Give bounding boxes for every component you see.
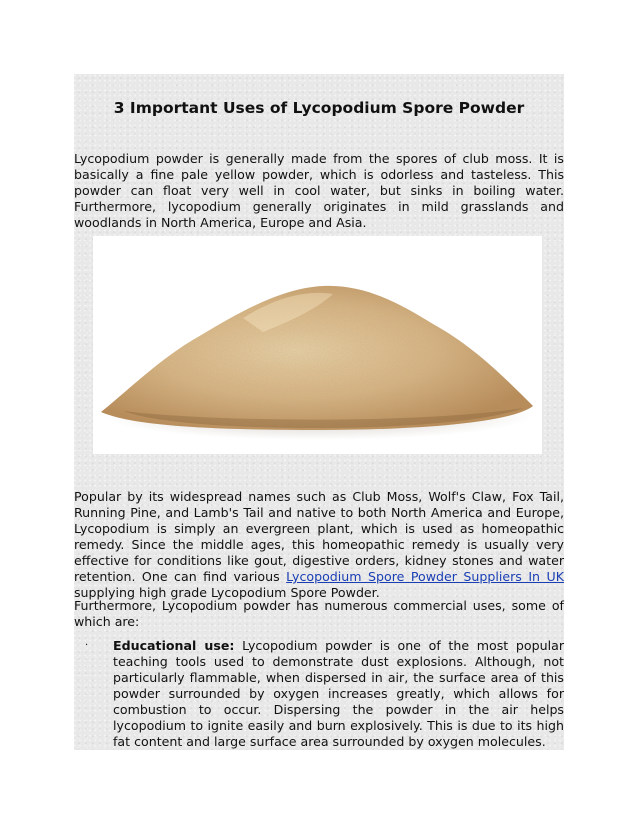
powder-image bbox=[93, 236, 542, 454]
paragraph-2-text-before: Popular by its widespread names such as Club Moss, Wolf's Claw, Fox Tail, Running Pine, and Lamb's Tail and native to both North America and Europe, Lycopodium is simply an evergreen plant, which is used as homeopathic remedy. Since the middle ages, this homeopathic remedy is usually very effective for conditions like gout, digestive orders, kidney stones and water retention. One can find various bbox=[74, 489, 564, 584]
powder-pile-illustration bbox=[93, 236, 542, 454]
list-item-heading: Educational use: bbox=[113, 638, 235, 653]
list-item-text bbox=[113, 638, 564, 750]
bullet-marker: · bbox=[85, 640, 89, 651]
popular-names-paragraph bbox=[74, 489, 564, 601]
intro-paragraph: Lycopodium powder is generally made from the spores of club moss. It is basically a fine pale yellow powder, which is odorless and tasteless. This powder can float very well in cool water, but sinks in boiling water. Furthermore, lycopodium generally originates in mild grasslands and woodlands in North America, Europe and Asia. bbox=[74, 151, 564, 230]
page-title: 3 Important Uses of Lycopodium Spore Powder bbox=[113, 99, 525, 117]
paragraph-2-text-after: supplying high grade Lycopodium Spore Powder. bbox=[74, 585, 380, 600]
commercial-uses-paragraph: Furthermore, Lycopodium powder has numerous commercial uses, some of which are: bbox=[74, 598, 564, 629]
list-item-body: Lycopodium powder is one of the most popular teaching tools used to demonstrate dust explosions. Although, not particularly flammable, when dispersed in air, the surface area of this powder surrounded by oxygen increases greatly, which allows for combustion to occur. Dispersing the powder in the air helps lycopodium to ignite easily and burn explosively. This is due to its high fat content and large surface area surrounded by oxygen molecules. bbox=[113, 638, 564, 749]
suppliers-link[interactable]: Lycopodium Spore Powder Suppliers In UK bbox=[286, 569, 565, 584]
list-item bbox=[74, 636, 564, 748]
